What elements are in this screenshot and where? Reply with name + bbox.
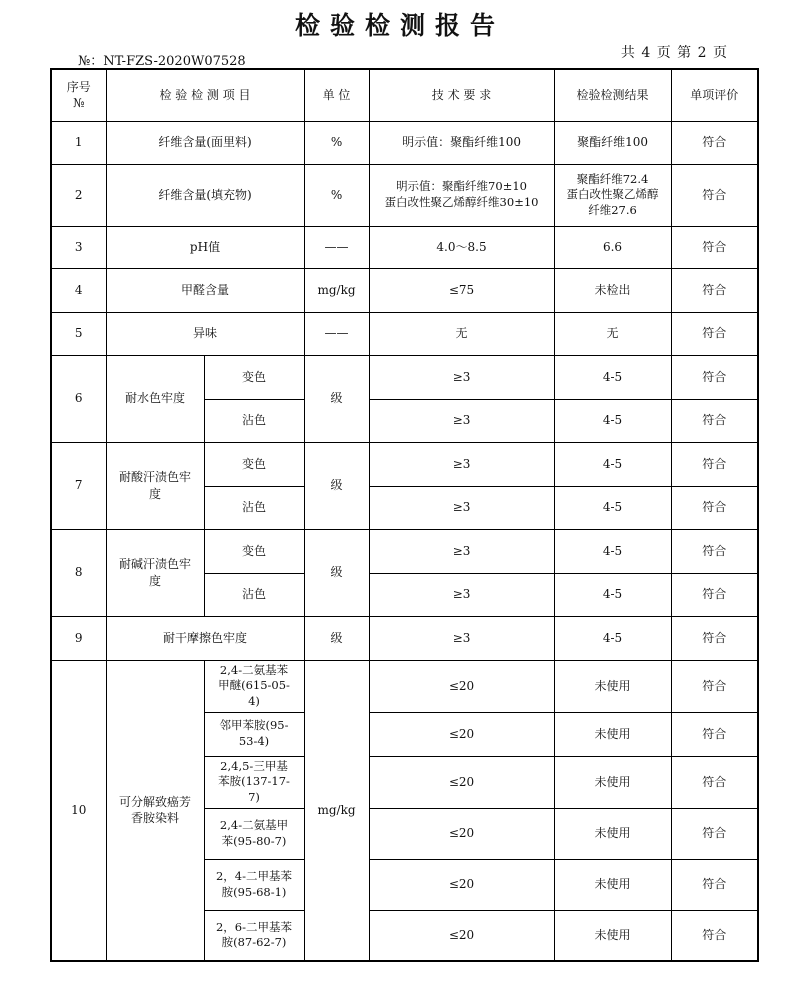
row-evaluation: 符合 <box>671 910 758 961</box>
row-unit: 级 <box>304 355 369 442</box>
row-requirement: ≥3 <box>369 529 554 573</box>
row-item: 异味 <box>106 312 304 355</box>
row-unit: % <box>304 121 369 164</box>
row-subitem: 2,4-二氨基苯 甲醚(615-05- 4) <box>204 660 304 712</box>
row-requirement: 无 <box>369 312 554 355</box>
row-item: 纤维含量(填充物) <box>106 164 304 226</box>
row-unit: % <box>304 164 369 226</box>
row-evaluation: 符合 <box>671 756 758 808</box>
row-item: 耐水色牢度 <box>106 355 204 442</box>
row-requirement: ≥3 <box>369 355 554 399</box>
row-subitem: 变色 <box>204 529 304 573</box>
row-seq: 8 <box>51 529 106 616</box>
row-requirement: ≤75 <box>369 268 554 312</box>
row-result: 未使用 <box>554 910 671 961</box>
column-header-item: 检 验 检 测 项 目 <box>106 69 304 121</box>
row-requirement: ≥3 <box>369 486 554 529</box>
row-seq: 6 <box>51 355 106 442</box>
row-evaluation: 符合 <box>671 442 758 486</box>
row-evaluation: 符合 <box>671 712 758 756</box>
row-seq: 4 <box>51 268 106 312</box>
row-result: 未使用 <box>554 859 671 910</box>
table-row <box>51 121 758 164</box>
row-result: 4-5 <box>554 529 671 573</box>
row-result: 聚酯纤维100 <box>554 121 671 164</box>
row-requirement: 明示值：聚酯纤维70±10 蛋白改性聚乙烯醇纤维30±10 <box>369 164 554 226</box>
column-header-unit: 单 位 <box>304 69 369 121</box>
row-result: 6.6 <box>554 226 671 268</box>
row-item: 纤维含量(面里料) <box>106 121 304 164</box>
row-subitem: 邻甲苯胺(95- 53-4) <box>204 712 304 756</box>
row-unit: —— <box>304 312 369 355</box>
row-evaluation: 符合 <box>671 121 758 164</box>
row-evaluation: 符合 <box>671 399 758 442</box>
table-row <box>51 616 758 660</box>
row-evaluation: 符合 <box>671 486 758 529</box>
row-evaluation: 符合 <box>671 616 758 660</box>
table-row <box>51 164 758 226</box>
row-evaluation: 符合 <box>671 226 758 268</box>
row-result: 未使用 <box>554 808 671 859</box>
row-requirement: 明示值：聚酯纤维100 <box>369 121 554 164</box>
row-requirement: ≥3 <box>369 442 554 486</box>
table-header-row <box>51 69 758 121</box>
row-subitem: 沾色 <box>204 573 304 616</box>
row-result: 4-5 <box>554 399 671 442</box>
table-row <box>51 312 758 355</box>
row-result: 4-5 <box>554 573 671 616</box>
row-requirement: 4.0～8.5 <box>369 226 554 268</box>
row-seq: 3 <box>51 226 106 268</box>
row-item: 甲醛含量 <box>106 268 304 312</box>
row-subitem: 变色 <box>204 355 304 399</box>
row-evaluation: 符合 <box>671 529 758 573</box>
report-table <box>50 68 759 962</box>
row-unit: 级 <box>304 616 369 660</box>
column-header-requirement: 技 术 要 求 <box>369 69 554 121</box>
row-result: 聚酯纤维72.4 蛋白改性聚乙烯醇 纤维27.6 <box>554 164 671 226</box>
column-header-seq: 序号 № <box>51 69 106 121</box>
row-evaluation: 符合 <box>671 268 758 312</box>
row-result: 未使用 <box>554 712 671 756</box>
report-title: 检验检测报告 <box>294 11 505 40</box>
row-seq: 9 <box>51 616 106 660</box>
table-row <box>51 355 758 399</box>
row-unit: 级 <box>304 442 369 529</box>
row-seq: 5 <box>51 312 106 355</box>
row-unit: mg/kg <box>304 268 369 312</box>
row-subitem: 2,4-二氨基甲 苯(95-80-7) <box>204 808 304 859</box>
row-evaluation: 符合 <box>671 355 758 399</box>
row-seq: 1 <box>51 121 106 164</box>
row-evaluation: 符合 <box>671 312 758 355</box>
document-number: №：NT-FZS-2020W07528 <box>78 54 246 69</box>
row-subitem: 沾色 <box>204 486 304 529</box>
row-unit: mg/kg <box>304 660 369 961</box>
row-evaluation: 符合 <box>671 859 758 910</box>
row-subitem: 2,4,5-三甲基 苯胺(137-17- 7) <box>204 756 304 808</box>
row-result: 未检出 <box>554 268 671 312</box>
table-row <box>51 268 758 312</box>
row-subitem: 沾色 <box>204 399 304 442</box>
row-result: 未使用 <box>554 756 671 808</box>
row-result: 4-5 <box>554 486 671 529</box>
row-item: 耐酸汗渍色牢 度 <box>106 442 204 529</box>
column-header-result: 检验检测结果 <box>554 69 671 121</box>
column-header-evaluation: 单项评价 <box>671 69 758 121</box>
table-row <box>51 660 758 712</box>
row-subitem: 2，4-二甲基苯 胺(95-68-1) <box>204 859 304 910</box>
table-row <box>51 226 758 268</box>
table-row <box>51 529 758 573</box>
row-evaluation: 符合 <box>671 164 758 226</box>
row-subitem: 变色 <box>204 442 304 486</box>
row-requirement: ≤20 <box>369 712 554 756</box>
row-requirement: ≥3 <box>369 399 554 442</box>
row-requirement: ≤20 <box>369 859 554 910</box>
row-requirement: ≤20 <box>369 756 554 808</box>
row-requirement: ≥3 <box>369 573 554 616</box>
row-seq: 2 <box>51 164 106 226</box>
row-item: 耐干摩擦色牢度 <box>106 616 304 660</box>
row-requirement: ≤20 <box>369 808 554 859</box>
row-result: 4-5 <box>554 355 671 399</box>
row-item: 耐碱汗渍色牢 度 <box>106 529 204 616</box>
row-requirement: ≤20 <box>369 660 554 712</box>
row-evaluation: 符合 <box>671 808 758 859</box>
row-result: 4-5 <box>554 616 671 660</box>
row-evaluation: 符合 <box>671 660 758 712</box>
row-requirement: ≤20 <box>369 910 554 961</box>
row-evaluation: 符合 <box>671 573 758 616</box>
row-unit: —— <box>304 226 369 268</box>
row-seq: 7 <box>51 442 106 529</box>
row-item: 可分解致癌芳 香胺染料 <box>106 660 204 961</box>
row-result: 未使用 <box>554 660 671 712</box>
row-requirement: ≥3 <box>369 616 554 660</box>
row-seq: 10 <box>51 660 106 961</box>
page-info: 共 4 页 第 2 页 <box>620 45 728 61</box>
table-row <box>51 442 758 486</box>
row-unit: 级 <box>304 529 369 616</box>
row-result: 无 <box>554 312 671 355</box>
row-item: pH值 <box>106 226 304 268</box>
row-result: 4-5 <box>554 442 671 486</box>
row-subitem: 2，6-二甲基苯 胺(87-62-7) <box>204 910 304 961</box>
